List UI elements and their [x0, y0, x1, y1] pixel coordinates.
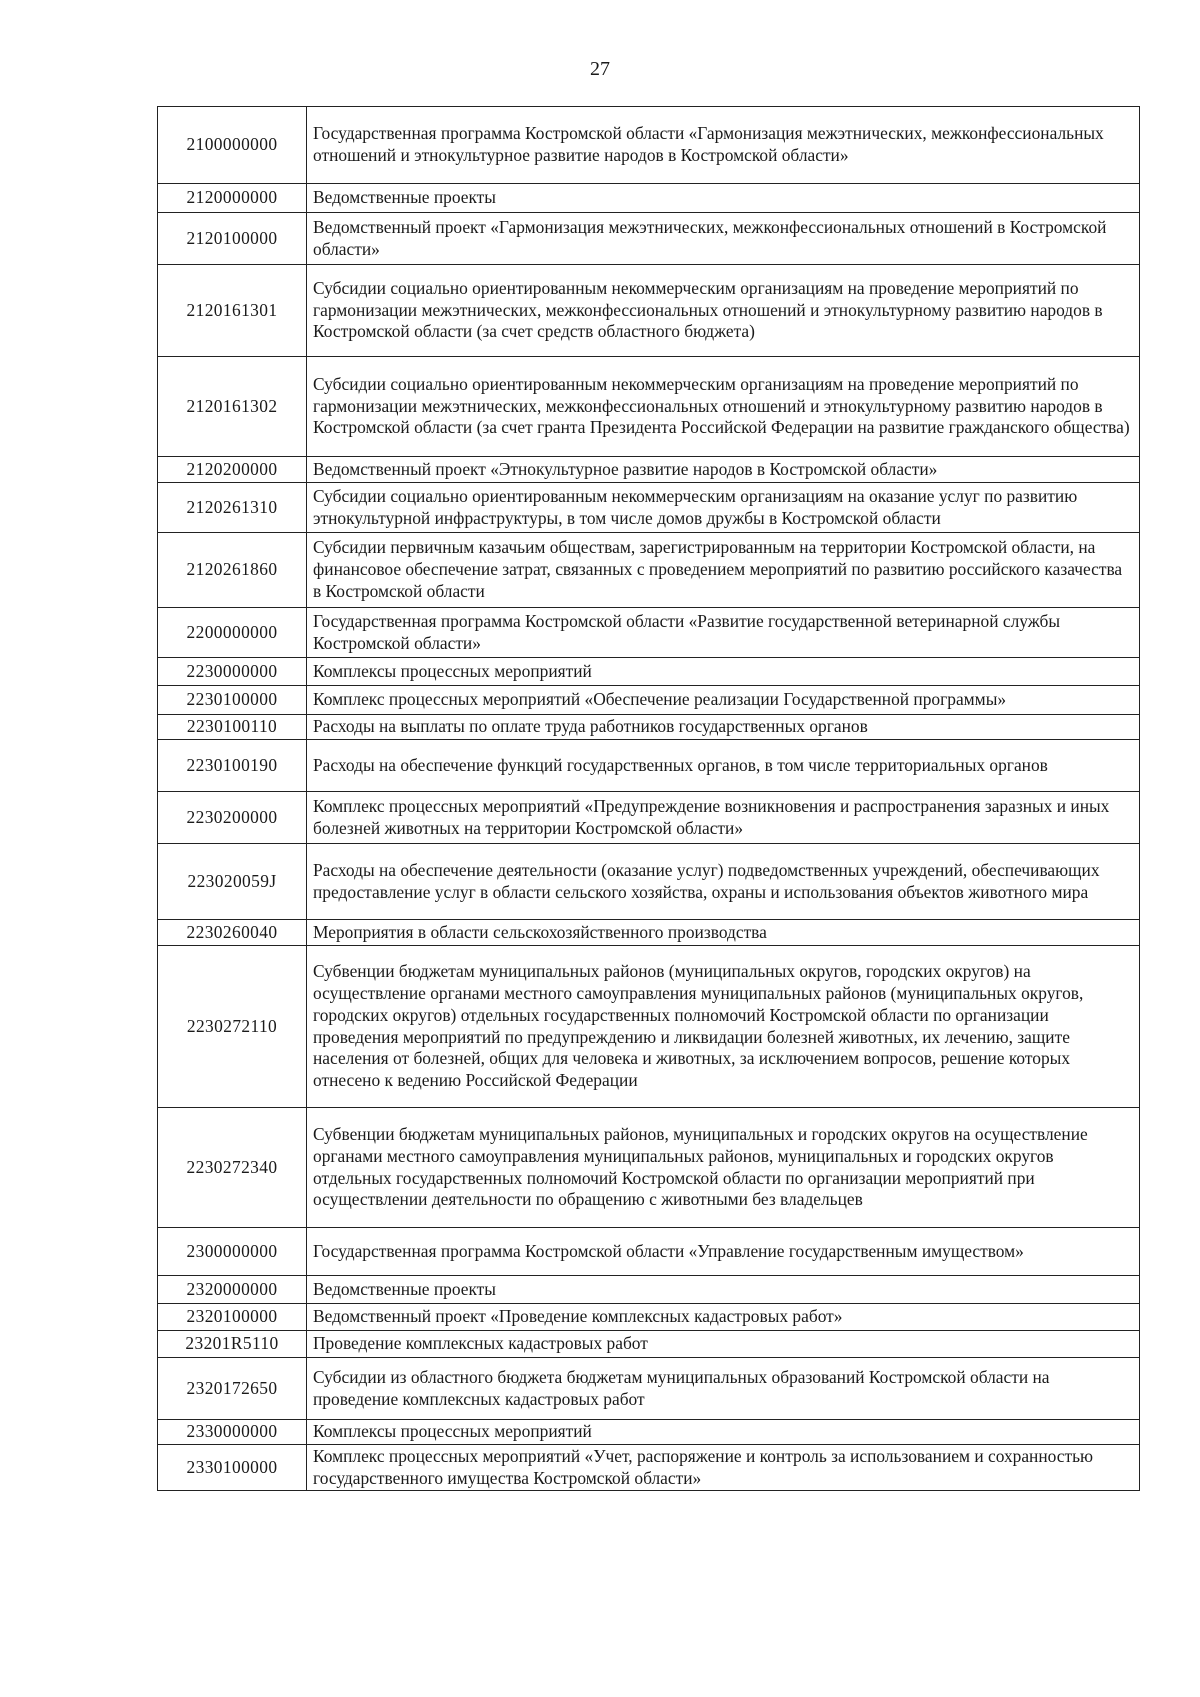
row-name: Ведомственный проект «Этнокультурное развитие народов в Костромской области»	[307, 457, 1140, 483]
row-code: 2330100000	[158, 1445, 307, 1491]
table-row	[158, 357, 1140, 457]
row-name: Проведение комплексных кадастровых работ	[307, 1331, 1140, 1358]
table-row	[158, 1420, 1140, 1445]
table-row	[158, 1445, 1140, 1491]
row-code: 2230100000	[158, 686, 307, 715]
row-code: 2200000000	[158, 608, 307, 658]
table-row	[158, 686, 1140, 715]
row-code: 2230200000	[158, 792, 307, 844]
row-code: 2100000000	[158, 107, 307, 184]
table-row	[158, 457, 1140, 483]
row-name: Субсидии социально ориентированным некоммерческим организациям на проведение мероприятий по гармонизации межэтнических, межконфессиональных отношений и этнокультурному развитию народов в Костромской области (за счет средств областного бюджета)	[307, 265, 1140, 357]
row-name: Ведомственный проект «Проведение комплексных кадастровых работ»	[307, 1304, 1140, 1331]
row-code: 2120261310	[158, 483, 307, 533]
row-code: 2230260040	[158, 920, 307, 946]
table-row	[158, 184, 1140, 213]
budget-classification-table	[157, 106, 1140, 1491]
page-number: 27	[590, 58, 610, 80]
row-code: 2120161302	[158, 357, 307, 457]
row-code: 223020059J	[158, 844, 307, 920]
row-name: Мероприятия в области сельскохозяйственного производства	[307, 920, 1140, 946]
table-row	[158, 213, 1140, 265]
table-row	[158, 1228, 1140, 1276]
table-row	[158, 483, 1140, 533]
row-name: Государственная программа Костромской области «Управление государственным имуществом»	[307, 1228, 1140, 1276]
row-name: Ведомственные проекты	[307, 1276, 1140, 1304]
row-name: Комплексы процессных мероприятий	[307, 658, 1140, 686]
row-name: Расходы на выплаты по оплате труда работников государственных органов	[307, 715, 1140, 740]
row-code: 2320172650	[158, 1358, 307, 1420]
table-row	[158, 920, 1140, 946]
table-row	[158, 715, 1140, 740]
table-row	[158, 844, 1140, 920]
row-name: Комплекс процессных мероприятий «Обеспечение реализации Государственной программы»	[307, 686, 1140, 715]
table-row	[158, 1108, 1140, 1228]
row-name: Государственная программа Костромской области «Гармонизация межэтнических, межконфессиональных отношений и этнокультурное развитие народов в Костромской области»	[307, 107, 1140, 184]
row-name: Комплекс процессных мероприятий «Учет, распоряжение и контроль за использованием и сохранностью государственного имущества Костромской области»	[307, 1445, 1140, 1491]
row-code: 2320000000	[158, 1276, 307, 1304]
row-code: 2300000000	[158, 1228, 307, 1276]
row-code: 2120161301	[158, 265, 307, 357]
table-row	[158, 946, 1140, 1108]
table-row	[158, 792, 1140, 844]
row-name: Субсидии первичным казачьим обществам, зарегистрированным на территории Костромской области, на финансовое обеспечение затрат, связанных с проведением мероприятий по развитию российского казачества в Костромской области	[307, 533, 1140, 608]
table-row	[158, 1304, 1140, 1331]
row-code: 2230100110	[158, 715, 307, 740]
table-row	[158, 533, 1140, 608]
row-name: Государственная программа Костромской области «Развитие государственной ветеринарной службы Костромской области»	[307, 608, 1140, 658]
table-row	[158, 107, 1140, 184]
row-code: 2230272340	[158, 1108, 307, 1228]
row-name: Ведомственный проект «Гармонизация межэтнических, межконфессиональных отношений в Костромской области»	[307, 213, 1140, 265]
row-name: Комплекс процессных мероприятий «Предупреждение возникновения и распространения заразных и иных болезней животных на территории Костромской области»	[307, 792, 1140, 844]
row-code: 2230272110	[158, 946, 307, 1108]
table-row	[158, 1276, 1140, 1304]
row-name: Субсидии из областного бюджета бюджетам муниципальных образований Костромской области на проведение комплексных кадастровых работ	[307, 1358, 1140, 1420]
row-code: 2230100190	[158, 740, 307, 792]
row-code: 2120261860	[158, 533, 307, 608]
row-name: Ведомственные проекты	[307, 184, 1140, 213]
row-code: 2230000000	[158, 658, 307, 686]
row-name: Субсидии социально ориентированным некоммерческим организациям на оказание услуг по развитию этнокультурной инфраструктуры, в том числе домов дружбы в Костромской области	[307, 483, 1140, 533]
table-row	[158, 608, 1140, 658]
row-name: Расходы на обеспечение деятельности (оказание услуг) подведомственных учреждений, обеспечивающих предоставление услуг в области сельского хозяйства, охраны и использования объектов животного мира	[307, 844, 1140, 920]
table-row	[158, 658, 1140, 686]
row-code: 2120000000	[158, 184, 307, 213]
row-code: 23201R5110	[158, 1331, 307, 1358]
row-name: Комплексы процессных мероприятий	[307, 1420, 1140, 1445]
row-name: Субвенции бюджетам муниципальных районов, муниципальных и городских округов на осуществление органами местного самоуправления муниципальных районов, муниципальных и городских округов отдельных государственных полномочий Костромской области по организации мероприятий при осуществлении деятельности по обращению с животными без владельцев	[307, 1108, 1140, 1228]
row-code: 2320100000	[158, 1304, 307, 1331]
row-code: 2120100000	[158, 213, 307, 265]
row-name: Субвенции бюджетам муниципальных районов (муниципальных округов, городских округов) на осуществление органами местного самоуправления муниципальных районов (муниципальных округов, городских округов) отдельных государственных полномочий Костромской области по организации проведения мероприятий по предупреждению и ликвидации болезней животных, их лечению, защите населения от болезней, общих для человека и животных, за исключением вопросов, решение которых отнесено к ведению Российской Федерации	[307, 946, 1140, 1108]
row-code: 2330000000	[158, 1420, 307, 1445]
table-row	[158, 1331, 1140, 1358]
table-row	[158, 1358, 1140, 1420]
table-row	[158, 265, 1140, 357]
row-name: Субсидии социально ориентированным некоммерческим организациям на проведение мероприятий по гармонизации межэтнических, межконфессиональных отношений и этнокультурному развитию народов в Костромской области (за счет гранта Президента Российской Федерации на развитие гражданского общества)	[307, 357, 1140, 457]
row-code: 2120200000	[158, 457, 307, 483]
row-name: Расходы на обеспечение функций государственных органов, в том числе территориальных органов	[307, 740, 1140, 792]
table-row	[158, 740, 1140, 792]
